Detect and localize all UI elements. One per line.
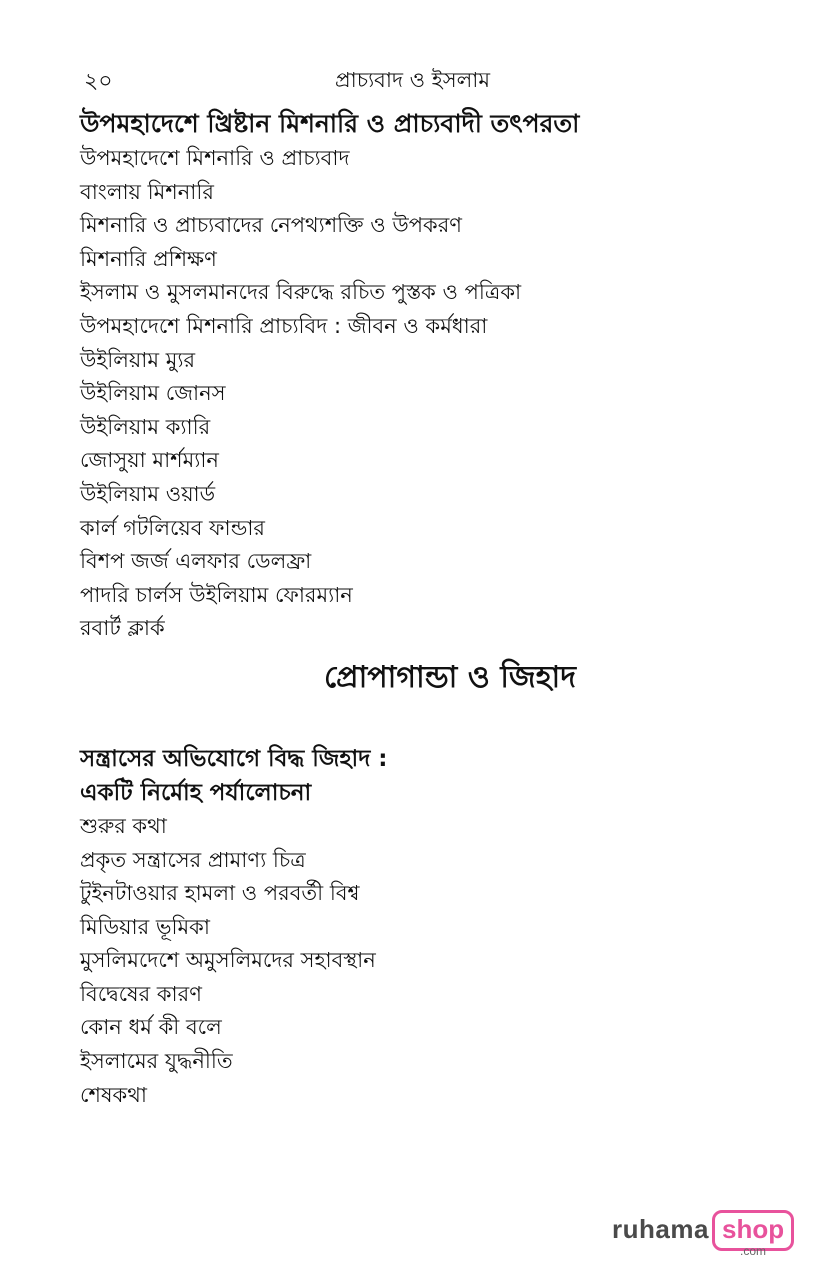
logo-text-shop: shop <box>712 1210 794 1251</box>
toc-item: বিদ্বেষের কারণ <box>80 981 202 1006</box>
toc-item: শেষকথা <box>80 1082 147 1107</box>
section-heading-jihad-line1: সন্ত্রাসের অভিযোগে বিদ্ধ জিহাদ : <box>80 745 388 772</box>
toc-item: পাদরি চার্লস উইলিয়াম ফোরম্যান <box>80 582 353 607</box>
toc-item: মিশনারি প্রশিক্ষণ <box>80 246 217 271</box>
section-heading-missionary: উপমহাদেশে খ্রিষ্টান মিশনারি ও প্রাচ্যবাদী তৎপরতা <box>80 109 580 138</box>
logo-text-ruhama: ruhama <box>612 1214 709 1244</box>
toc-item: মুসলিমদেশে অমুসলিমদের সহাবস্থান <box>80 948 376 973</box>
toc-item: কোন ধর্ম কী বলে <box>80 1015 222 1040</box>
running-title: প্রাচ্যবাদ ও ইসলাম <box>335 68 490 92</box>
toc-item: ইসলাম ও মুসলমানদের বিরুদ্ধে রচিত পুস্তক ও পত্রিকা <box>80 280 522 305</box>
page-number: ২০ <box>84 69 113 94</box>
toc-item: বিশপ জর্জ এলফার ডেলফ্রা <box>80 549 312 574</box>
toc-item: উপমহাদেশে মিশনারি ও প্রাচ্যবাদ <box>80 146 350 170</box>
logo-text-com: .com <box>740 1244 767 1258</box>
section-heading-jihad-line2: একটি নির্মোহ পর্যালোচনা <box>80 779 312 806</box>
toc-item: কার্ল গটলিয়েব ফান্ডার <box>80 515 265 540</box>
toc-item: প্রকৃত সন্ত্রাসের প্রামাণ্য চিত্র <box>80 847 306 872</box>
toc-item: রবার্ট ক্লার্ক <box>80 616 165 641</box>
toc-item: ইসলামের যুদ্ধনীতি <box>80 1049 233 1074</box>
toc-item: জোসুয়া মার্শম্যান <box>80 448 219 473</box>
table-of-contents <box>80 106 760 1112</box>
spacer <box>80 700 760 742</box>
toc-list-jihad <box>80 810 760 1112</box>
toc-item: উইলিয়াম ওয়ার্ড <box>80 481 216 506</box>
toc-item: শুরুর কথা <box>80 813 167 838</box>
watermark-logo <box>612 1208 792 1258</box>
toc-item: উইলিয়াম ক্যারি <box>80 414 211 439</box>
toc-item: মিশনারি ও প্রাচ্যবাদের নেপথ্যশক্তি ও উপকরণ <box>80 213 462 238</box>
toc-item: উপমহাদেশে মিশনারি প্রাচ্যবিদ : জীবন ও কর্মধারা <box>80 313 488 338</box>
toc-item: উইলিয়াম ম্যুর <box>80 347 196 372</box>
toc-item: টুইনটাওয়ার হামলা ও পরবর্তী বিশ্ব <box>80 881 360 906</box>
toc-item: বাংলায় মিশনারি <box>80 179 214 204</box>
toc-item: উইলিয়াম জোনস <box>80 381 226 406</box>
toc-list-missionary <box>80 142 760 646</box>
part-title: প্রোপাগান্ডা ও জিহাদ <box>324 659 576 695</box>
toc-item: মিডিয়ার ভূমিকা <box>80 914 210 939</box>
